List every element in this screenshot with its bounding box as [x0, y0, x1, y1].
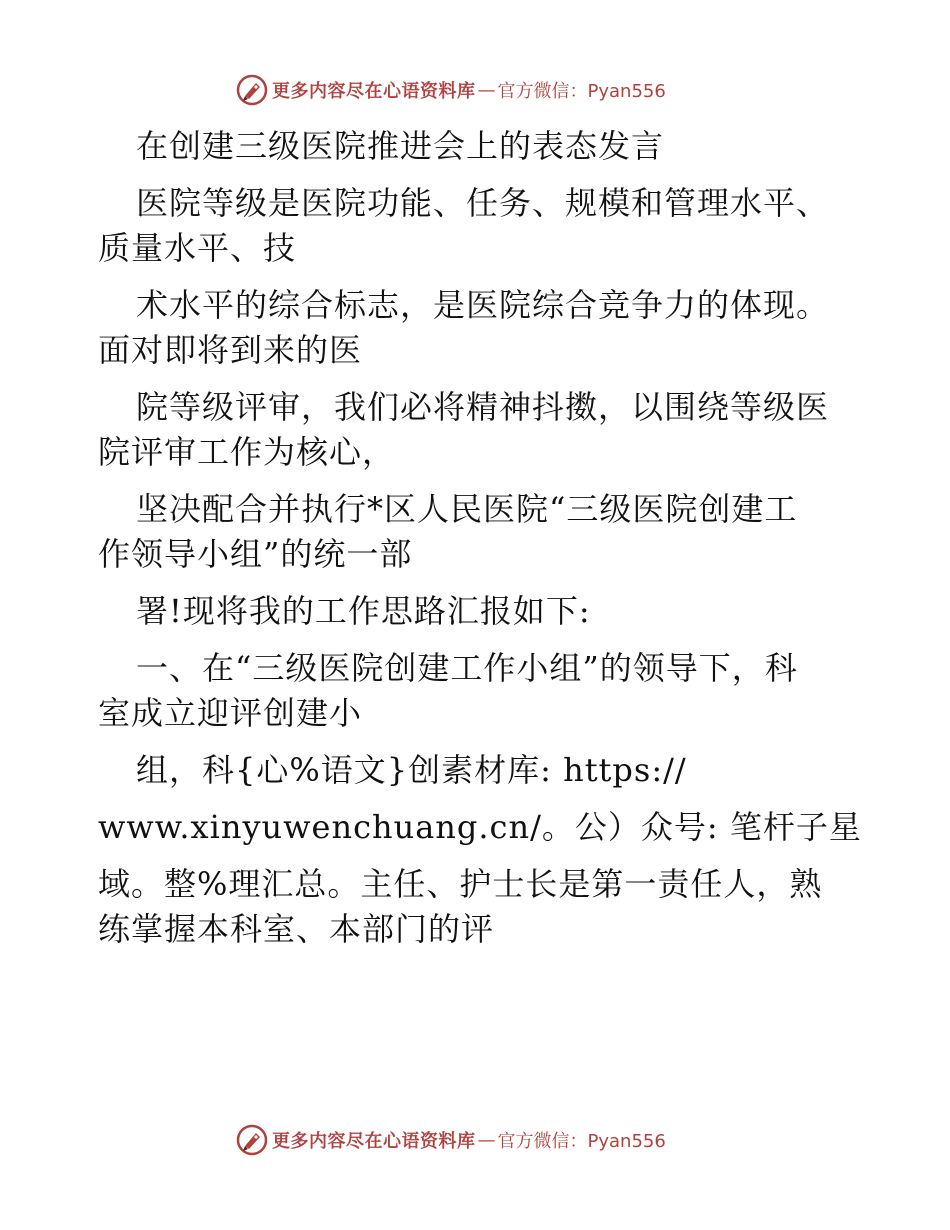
paragraph-line: 作领导小组”的统一部 [98, 535, 413, 573]
document-title: 在创建三级医院推进会上的表态发言 [136, 127, 665, 165]
banner-separator: — [477, 79, 496, 101]
paragraph-line: www.xinyuwenchuang.cn/。公）众号: 笔杆子星 [98, 808, 862, 846]
paragraph-line: 医院等级是医院功能、任务、规模和管理水平、 [136, 184, 830, 222]
header-banner[interactable] [236, 72, 666, 108]
paragraph-line: 面对即将到来的医 [98, 331, 363, 369]
banner-wechat: 官方微信：Pyan556 [497, 1131, 666, 1152]
paragraph-line: 院等级评审，我们必将精神抖擞，以围绕等级医 [136, 388, 830, 426]
paragraph-line: 院评审工作为核心， [98, 433, 396, 471]
pen-nib-logo-icon [236, 1124, 268, 1156]
banner-title: 更多内容尽在心语资料库 [272, 81, 476, 102]
pen-nib-logo-icon [236, 74, 268, 106]
paragraph-line: 一、在“三级医院创建工作小组”的领导下，科 [136, 649, 798, 687]
paragraph-line: 室成立迎评创建小 [98, 694, 363, 732]
banner-wechat: 官方微信：Pyan556 [497, 81, 666, 102]
paragraph-line: 质量水平、技 [98, 229, 297, 267]
paragraph-line: 组，科{心%语文}创素材库: https:// [136, 751, 687, 789]
banner-separator: — [477, 1129, 496, 1151]
paragraph-line: 坚决配合并执行*区人民医院“三级医院创建工 [136, 490, 798, 528]
footer-banner[interactable] [236, 1122, 666, 1158]
paragraph-line: 术水平的综合标志，是医院综合竞争力的体现。 [136, 286, 830, 324]
document-body [98, 124, 862, 952]
paragraph-line: 域。整%理汇总。主任、护士长是第一责任人，熟 [98, 865, 823, 903]
paragraph-line: 练掌握本科室、本部门的评 [98, 910, 495, 948]
banner-title: 更多内容尽在心语资料库 [272, 1131, 476, 1152]
paragraph-line: 署!现将我的工作思路汇报如下: [136, 592, 591, 630]
